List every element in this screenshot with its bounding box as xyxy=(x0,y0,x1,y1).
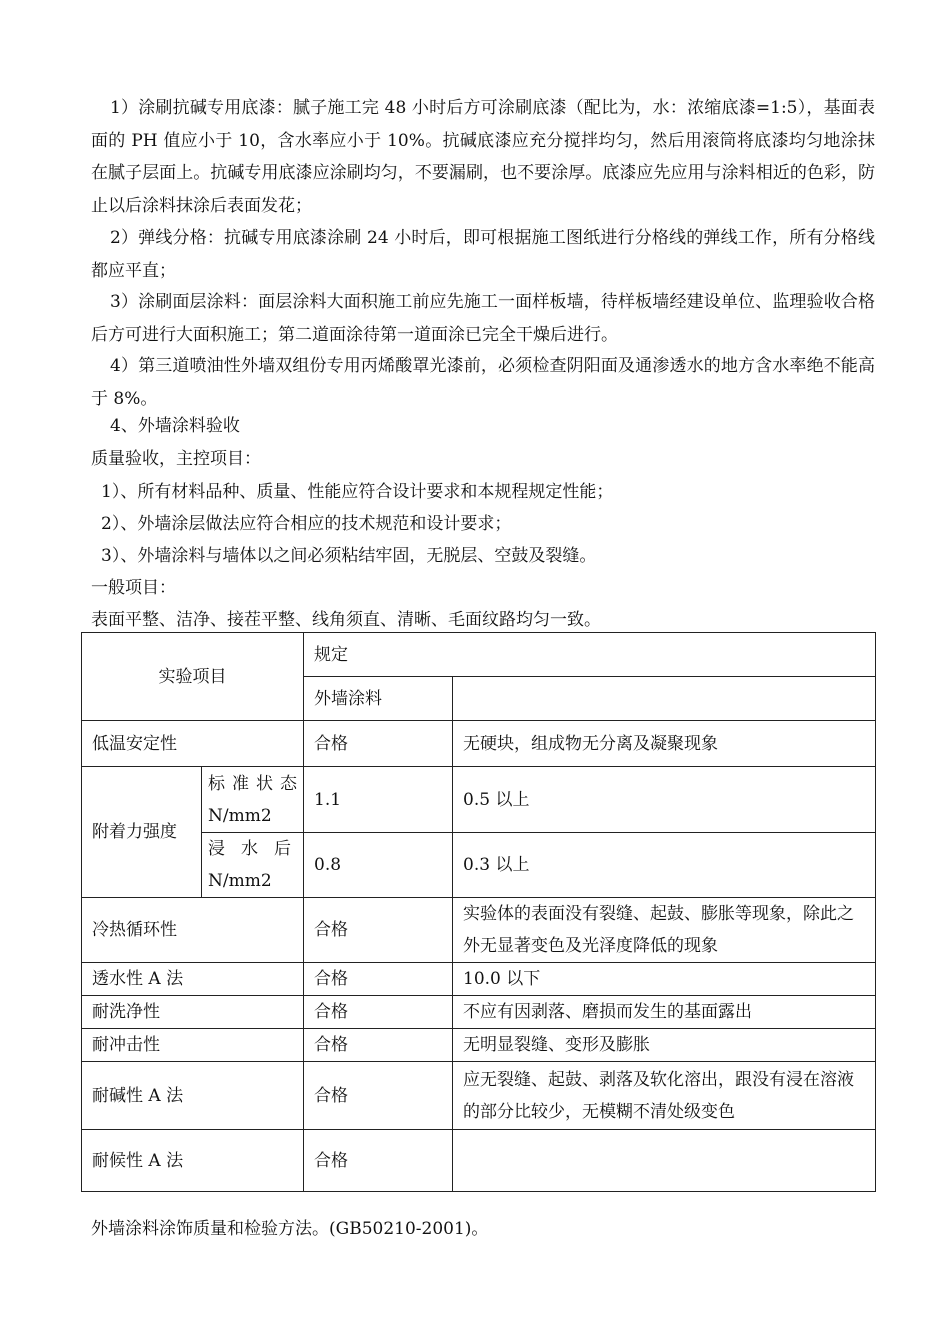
table-row xyxy=(82,898,876,963)
main-control-item: 3）、外墙涂料与墙体以之间必须粘结牢固，无脱层、空鼓及裂缝。 xyxy=(101,546,597,566)
footer-note: 外墙涂料涂饰质量和检验方法。(GB50210-2001)。 xyxy=(91,1219,489,1239)
header-empty-cell xyxy=(453,677,876,721)
row-desc-cell: 无硬块，组成物无分离及凝聚现象 xyxy=(453,721,876,767)
row-value-cell: 合格 xyxy=(304,721,453,767)
row-value-cell: 合格 xyxy=(304,996,453,1029)
table-row xyxy=(82,1029,876,1062)
paragraph-clear-coat: 4）第三道喷油性外墙双组份专用丙烯酸罩光漆前，必须检查阴阳面及通渗透水的地方含水率绝不能高于 8%。 xyxy=(91,356,875,409)
adhesion-wet-unit: N/mm2 xyxy=(208,871,272,891)
table-row xyxy=(82,833,876,898)
row-desc-cell: 无明显裂缝、变形及膨胀 xyxy=(453,1029,876,1062)
adhesion-standard-desc: 0.5 以上 xyxy=(453,767,876,833)
row-desc-cell: 10.0 以下 xyxy=(453,963,876,996)
main-control-item: 2）、外墙涂层做法应符合相应的技术规范和设计要求； xyxy=(101,514,512,534)
adhesion-standard-label: 标准状态 xyxy=(208,773,304,794)
row-desc-cell: 不应有因剥落、磨损而发生的基面露出 xyxy=(453,996,876,1029)
table-row xyxy=(82,1062,876,1130)
adhesion-standard-cell xyxy=(202,767,304,833)
row-value-cell: 合格 xyxy=(304,1130,453,1192)
table-row xyxy=(82,996,876,1029)
paragraph-top-coat: 3）涂刷面层涂料：面层涂料大面积施工前应先施工一面样板墙，待样板墙经建设单位、监理验收合格后方可进行大面积施工；第二道面涂待第一道面涂已完全干燥后进行。 xyxy=(91,292,875,345)
general-text: 表面平整、洁净、接茬平整、线角须直、清晰、毛面纹路均匀一致。 xyxy=(91,610,601,630)
paragraph-primer: 1）涂刷抗碱专用底漆：腻子施工完 48 小时后方可涂刷底漆（配比为，水：浓缩底漆=1:5），基面表面的 PH 值应小于 10，含水率应小于 10%。抗碱底漆应充分搅拌均匀，然后用滚筒将底漆均匀地涂抹在腻子层面上。抗碱专用底漆应涂刷均匀，不要漏刷，也不要涂厚。底漆应先应用与涂料相近的色彩，防止以后涂料抹涂后表面发花； xyxy=(91,98,875,216)
row-name-cell: 透水性 A 法 xyxy=(82,963,304,996)
adhesion-wet-cell xyxy=(202,833,307,898)
row-desc-cell xyxy=(453,1130,876,1192)
table-row xyxy=(82,1130,876,1192)
row-name-cell: 冷热循环性 xyxy=(82,898,304,963)
row-value-cell: 合格 xyxy=(304,1062,453,1130)
row-desc-cell: 实验体的表面没有裂缝、起鼓、膨胀等现象，除此之外无显著变色及光泽度降低的现象 xyxy=(453,898,876,963)
adhesion-name-cell: 附着力强度 xyxy=(82,767,202,898)
table-header-row xyxy=(82,633,876,677)
header-spec-cell: 规定 xyxy=(304,633,876,677)
row-desc-cell: 应无裂缝、起鼓、剥落及软化溶出，跟没有浸在溶液的部分比较少，无模糊不清处级变色 xyxy=(453,1062,876,1130)
general-title: 一般项目： xyxy=(91,578,176,598)
adhesion-wet-value: 0.8 xyxy=(304,833,453,898)
table-row xyxy=(82,721,876,767)
header-coating-cell: 外墙涂料 xyxy=(304,677,453,721)
adhesion-wet-desc: 0.3 以上 xyxy=(453,833,876,898)
row-name-cell: 低温安定性 xyxy=(82,721,304,767)
main-control-title: 质量验收，主控项目： xyxy=(91,449,261,469)
paragraph-line-marking: 2）弹线分格：抗碱专用底漆涂刷 24 小时后，即可根据施工图纸进行分格线的弹线工作，所有分格线都应平直； xyxy=(91,228,875,281)
spec-table xyxy=(81,632,876,1192)
section-heading: 4、外墙涂料验收 xyxy=(110,416,240,436)
row-name-cell: 耐洗净性 xyxy=(82,996,304,1029)
adhesion-wet-label: 浸水后 xyxy=(208,839,307,859)
row-name-cell: 耐碱性 A 法 xyxy=(82,1062,304,1130)
header-item-cell: 实验项目 xyxy=(82,633,304,721)
adhesion-standard-unit: N/mm2 xyxy=(208,805,272,826)
row-name-cell: 耐候性 A 法 xyxy=(82,1130,304,1192)
adhesion-standard-value: 1.1 xyxy=(304,767,453,833)
table-row xyxy=(82,963,876,996)
main-control-item: 1）、所有材料品种、质量、性能应符合设计要求和本规程规定性能； xyxy=(101,482,614,502)
row-value-cell: 合格 xyxy=(304,898,453,963)
row-value-cell: 合格 xyxy=(304,963,453,996)
row-name-cell: 耐冲击性 xyxy=(82,1029,304,1062)
table-row xyxy=(82,767,876,833)
row-value-cell: 合格 xyxy=(304,1029,453,1062)
